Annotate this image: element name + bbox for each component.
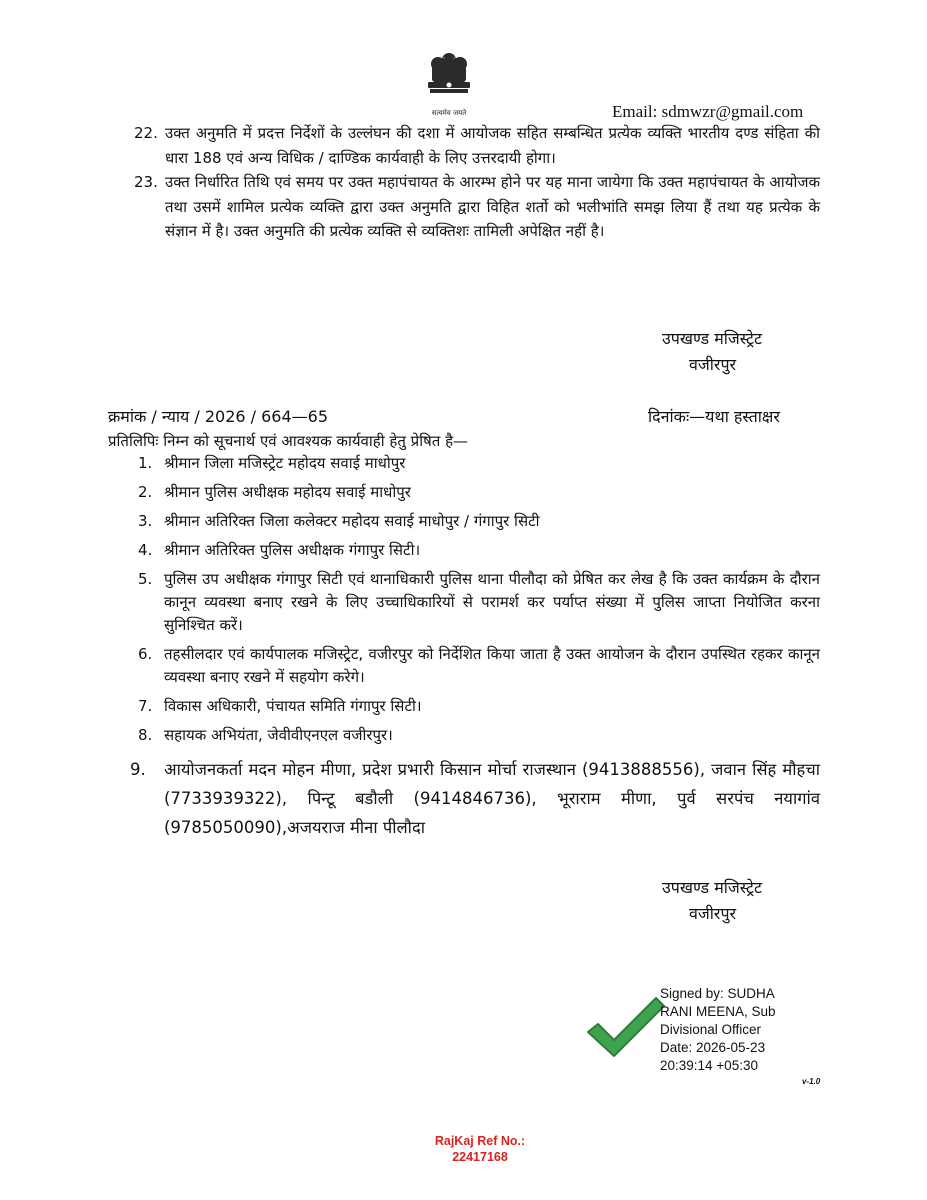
item-text: आयोजनकर्ता मदन मोहन मीणा, प्रदेश प्रभारी किसान मोर्चा राजस्थान (9413888556), जवान सिंह मौहचा (7733939322), पिन्टू बडौली (9414846736), भूराराम मीणा, पुर्व सरपंच नयागांव (9785050090),अजयराज मीना पीलौदा xyxy=(164,760,820,837)
signature-line: Date: 2026-05-23 xyxy=(660,1040,766,1055)
digital-signature-text xyxy=(660,985,810,1075)
item-text: तहसीलदार एवं कार्यपालक मजिस्ट्रेट, वजीरपुर को निर्देशित किया जाता है उक्त आयोजन के दौरान उपस्थित रहकर कानून व्यवस्था बनाए रखने में सहयोग करेगे। xyxy=(164,645,820,686)
list-item xyxy=(108,695,820,718)
list-item xyxy=(108,755,820,842)
rajkaj-reference xyxy=(380,1133,580,1165)
list-item xyxy=(108,452,820,475)
signature-line: Divisional Officer xyxy=(660,1022,762,1037)
list-item xyxy=(108,724,820,747)
reference-number: क्रमांक / न्याय / 2026 / 664—65 xyxy=(108,407,329,426)
item-text: श्रीमान अतिरिक्त पुलिस अधीक्षक गंगापुर सिटी। xyxy=(164,541,421,559)
office-email: Email: sdmwzr@gmail.com xyxy=(612,102,804,121)
copy-heading: प्रतिलिपिः निम्न को सूचनार्थ एवं आवश्यक कार्यवाही हेतु प्रेषित है— xyxy=(108,432,469,450)
item-number: 7. xyxy=(138,697,153,715)
version-label: v-1.0 xyxy=(802,1077,821,1086)
item-text: श्रीमान अतिरिक्त जिला कलेक्टर महोदय सवाई माधोपुर / गंगापुर सिटी xyxy=(164,512,540,530)
list-item xyxy=(108,539,820,562)
emblem-motto: सत्यमेव जयते xyxy=(431,109,467,117)
checkmark-icon xyxy=(584,994,668,1066)
item-number: 3. xyxy=(138,512,153,530)
signature-place-2: वजीरपुर xyxy=(689,904,737,923)
item-number: 9. xyxy=(130,760,146,779)
list-item xyxy=(108,568,820,637)
item-text: श्रीमान जिला मजिस्ट्रेट महोदय सवाई माधोपुर xyxy=(164,454,406,472)
item-number: 2. xyxy=(138,483,153,501)
signature-designation-1: उपखण्ड मजिस्ट्रेट xyxy=(662,329,763,348)
item-number: 5. xyxy=(138,570,153,588)
item-text: पुलिस उप अधीक्षक गंगापुर सिटी एवं थानाधिकारी पुलिस थाना पीलौदा को प्रेषित कर लेख है कि उक्त कार्यक्रम के दौरान कानून व्यवस्था बनाए रखने के लिए उच्चाधिकारियों से परामर्श कर पर्याप्त संख्या में पुलिस जाप्ता नियोजित करना सुनिश्चित करें। xyxy=(164,570,820,634)
signature-line: RANI MEENA, Sub xyxy=(660,1004,776,1019)
item-number: 8. xyxy=(138,726,153,744)
rajkaj-number: 22417168 xyxy=(452,1150,508,1164)
clause-23 xyxy=(128,170,820,244)
clause-text: उक्त निर्धारित तिथि एवं समय पर उक्त महापंचायत के आरम्भ होने पर यह माना जायेगा कि उक्त महापंचायत के आयोजक तथा उसमें शामिल प्रत्येक व्यक्ति द्वारा उक्त अनुमति द्वारा विहित शर्तो को भलीभांति समझ लिया हैं तथा यह प्रत्येक के संज्ञान में है। उक्त अनुमति की प्रत्येक व्यक्ति से व्यक्तिशः तामिली अपेक्षित नहीं है। xyxy=(165,173,820,240)
clause-number: 22. xyxy=(134,124,158,142)
clause-22 xyxy=(128,121,820,170)
item-text: श्रीमान पुलिस अधीक्षक महोदय सवाई माधोपुर xyxy=(164,483,411,501)
signature-line: 20:39:14 +05:30 xyxy=(660,1058,758,1073)
clause-text: उक्त अनुमति में प्रदत्त निर्देशों के उल्लंघन की दशा में आयोजक सहित सम्बन्धित प्रत्येक व्यक्ति भारतीय दण्ड संहिता की धारा 188 एवं अन्य विधिक / दाण्डिक कार्यवाही के लिए उत्तरदायी होगा। xyxy=(165,124,820,167)
rajkaj-label: RajKaj Ref No.: xyxy=(434,1134,526,1148)
item-number: 6. xyxy=(138,645,153,663)
list-item xyxy=(108,481,820,504)
recipient-list xyxy=(108,452,820,848)
list-item xyxy=(108,510,820,533)
list-item xyxy=(108,643,820,689)
signature-line: Signed by: SUDHA xyxy=(660,986,775,1001)
date-line: दिनांकः—यथा हस्ताक्षर xyxy=(648,407,780,426)
clause-number: 23. xyxy=(134,173,158,191)
item-text: विकास अधिकारी, पंचायत समिति गंगापुर सिटी। xyxy=(164,697,422,715)
item-text: सहायक अभियंता, जेवीवीएनएल वजीरपुर। xyxy=(164,726,393,744)
signature-place-1: वजीरपुर xyxy=(689,355,737,374)
item-number: 1. xyxy=(138,454,153,472)
item-number: 4. xyxy=(138,541,153,559)
signature-designation-2: उपखण्ड मजिस्ट्रेट xyxy=(662,878,763,897)
